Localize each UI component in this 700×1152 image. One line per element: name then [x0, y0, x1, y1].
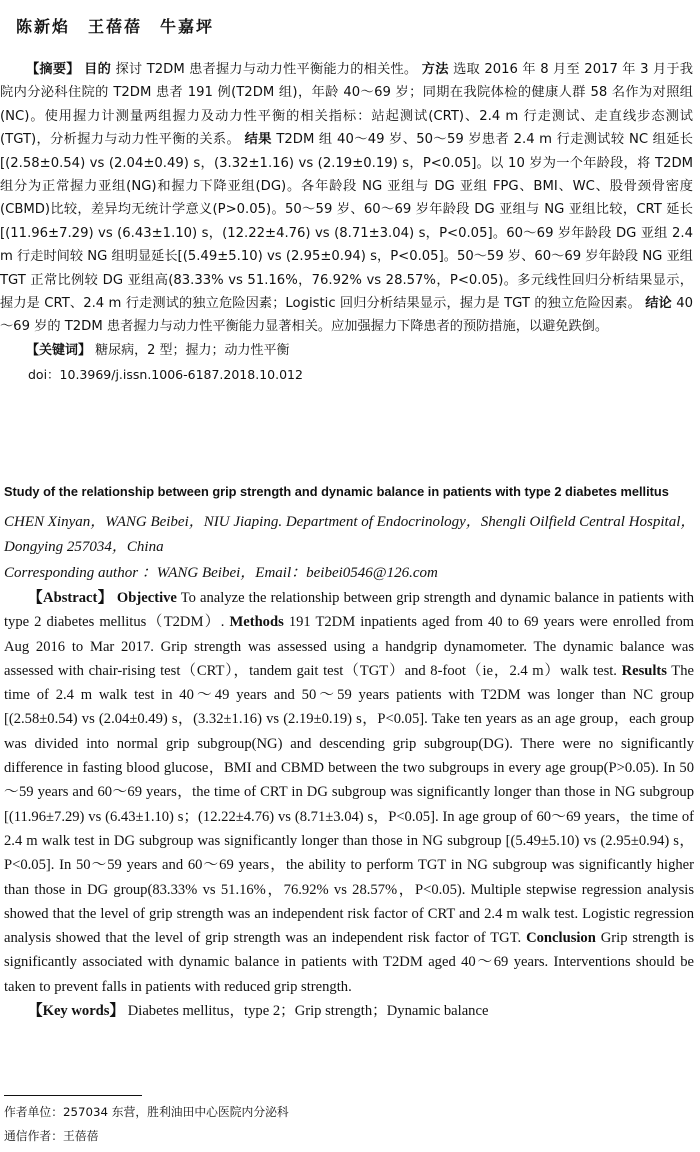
- conclusion-text-cn: 40～69 岁的 T2DM 患者握力与动力性平衡能力显著相关。应加强握力下降患者的预防措施，以避免跌倒。: [0, 296, 693, 335]
- conclusion-label-en: Conclusion: [526, 930, 596, 947]
- keywords-text-en: Diabetes mellitus，type 2；Grip strength；Dynamic balance: [127, 1003, 489, 1020]
- keywords-text-cn: 糖尿病，2 型；握力；动力性平衡: [95, 342, 290, 358]
- english-abstract: [4, 586, 694, 1023]
- keywords-tag-en: 【Key words】: [28, 1003, 125, 1020]
- english-title: Study of the relationship between grip strength and dynamic balance in patients with type 2 diabetes mellitus: [4, 484, 669, 499]
- methods-label-en: Methods: [229, 614, 284, 631]
- corresponding-footnote: 通信作者：王蓓蓓: [4, 1129, 99, 1143]
- objective-label-en: Objective: [116, 590, 177, 606]
- footnote-divider: [4, 1095, 142, 1096]
- methods-label-cn: 方法: [421, 62, 449, 77]
- objective-text-en: To analyze the relationship between grip strength and dynamic balance in patients with type 2 diabetes mellitus（T2DM）.: [4, 590, 694, 631]
- objective-text-cn: 探讨 T2DM 患者握力与动力性平衡能力的相关性。: [115, 62, 418, 77]
- results-text-en: The time of 2.4 m walk test in 40～49 years and 50～59 years patients with T2DM was longer than NC group [(2.58±0.54) vs (2.04±0.49) s，(3.32±1.16) vs (2.19±0.19) s，P<0.05]. Take ten years as an age group，each group was divided into normal grip subgroup(NG) and descending grip subgroup(DG). There were no significantly difference in fasting blood glucose，BMI and CBMD between the two subgroups in every age group(P>0.05). In 50～59 years and 60～69 years，the time of CRT in DG subgroup was significantly longer than those in NG subgroup [(11.96±7.29) vs (6.43±1.10) s；(12.22±4.76) vs (8.71±3.04) s，P<0.05]. In age group of 60～69 years，the time of 2.4 m walk test in DG subgroup was significantly longer than those in NG subgroup [(5.49±5.10) vs (2.95±0.94) s，P<0.05]. In 50～59 years and 60～69 years，the ability to perform TGT in NG subgroup was significantly higher than those in DG group(83.33% vs 51.16%，76.92% vs 28.57%，P<0.05). Multiple stepwise regression analysis showed that the level of grip strength was an independent risk factor of CRT and 2.4 m walk test. Logistic regression analysis showed that the level of grip strength was an independent risk factor of TGT.: [4, 662, 694, 947]
- english-corresponding-author: Corresponding author ：WANG Beibei，Email：beibei0546@126.com: [4, 565, 438, 581]
- results-label-cn: 结果: [244, 132, 272, 148]
- results-text-cn: T2DM 组 40～49 岁、50～59 岁患者 2.4 m 行走测试较 NC 组延长[(2.58±0.54) vs (2.04±0.49) s，(3.32±1.16) vs (2.19±0.19) s，P<0.05]。以 10 岁为一个年龄段，将 T2DM 组分为正常握力亚组(NG)和握力下降亚组(DG)。各年龄段 NG 亚组与 DG 亚组 FPG、BMI、WC、股骨颈骨密度(CBMD)比较，差异均无统计学意义(P>0.05)。50～59 岁、60～69 岁年龄段 DG 亚组与 NG 亚组比较，CRT 延长[(11.96±7.29) vs (6.43±1.10) s，(12.22±4.76) vs (8.71±3.04) s，P<0.05]。60～69 岁年龄段 DG 亚组 2.4 m 行走时间较 NG 组明显延长[(5.49±5.10) vs (2.95±0.94) s，P<0.05]。50～59 岁、60～69 岁年龄段 NG 亚组 TGT 正常比例较 DG 亚组高(83.33% vs 51.16%，76.92% vs 28.57%，P<0.05)。多元线性回归分析结果显示，握力是 CRT、2.4 m 行走测试的独立危险因素；Logistic 回归分析结果显示，握力是 TGT 的独立危险因素。: [0, 132, 693, 312]
- chinese-authors: 陈新焰 王蓓蓓 牛嘉坪: [16, 17, 215, 36]
- results-label-en: Results: [621, 662, 667, 679]
- keywords-line-cn: [0, 339, 693, 363]
- objective-label-cn: 目的: [84, 62, 111, 77]
- conclusion-label-cn: 结论: [645, 296, 672, 312]
- doi-line: doi：10.3969/j.issn.1006-6187.2018.10.012: [28, 366, 303, 382]
- chinese-abstract-paragraph: [0, 58, 693, 339]
- abstract-tag-en: 【Abstract】: [28, 590, 113, 606]
- conclusion-text-en: Grip strength is significantly associated with dynamic balance in patients with T2DM aged 40～69 years. Interventions should be taken to prevent falls in patients with reduced grip strength.: [4, 930, 694, 995]
- english-abstract-paragraph: [4, 586, 694, 999]
- english-authors: CHEN Xinyan，WANG Beibei，NIU Jiaping. Department of Endocrinology，Shengli Oilfield Central Hospital，Dongying 257034，China: [4, 514, 696, 555]
- abstract-tag-cn: 【摘要】: [26, 62, 80, 77]
- keywords-line-en: [4, 999, 694, 1023]
- keywords-tag-cn: 【关键词】: [26, 342, 92, 358]
- methods-text-cn: 选取 2016 年 8 月至 2017 年 3 月于我院内分泌科住院的 T2DM 患者 191 例(T2DM 组)，年龄 40～69 岁；同期在我院体检的健康人群 58 名作为对照组(NC)。使用握力计测量两组握力及动力性平衡的相关指标：站起测试(CRT)、2.4 m 行走测试、走直线步态测试(TGT)，分析握力与动力性平衡的关系。: [0, 62, 693, 148]
- chinese-abstract: [0, 58, 693, 387]
- affiliation-footnote: 作者单位：257034 东营，胜利油田中心医院内分泌科: [4, 1105, 289, 1119]
- methods-text-en: 191 T2DM inpatients aged from 40 to 69 years were enrolled from Aug 2016 to Mar 2017. Grip strength was assessed using a handgrip dynamometer. The dynamic balance was assessed with chair-rising test（CRT），tandem gait test（TGT）and 8-foot（ie，2.4 m）walk test.: [4, 614, 694, 679]
